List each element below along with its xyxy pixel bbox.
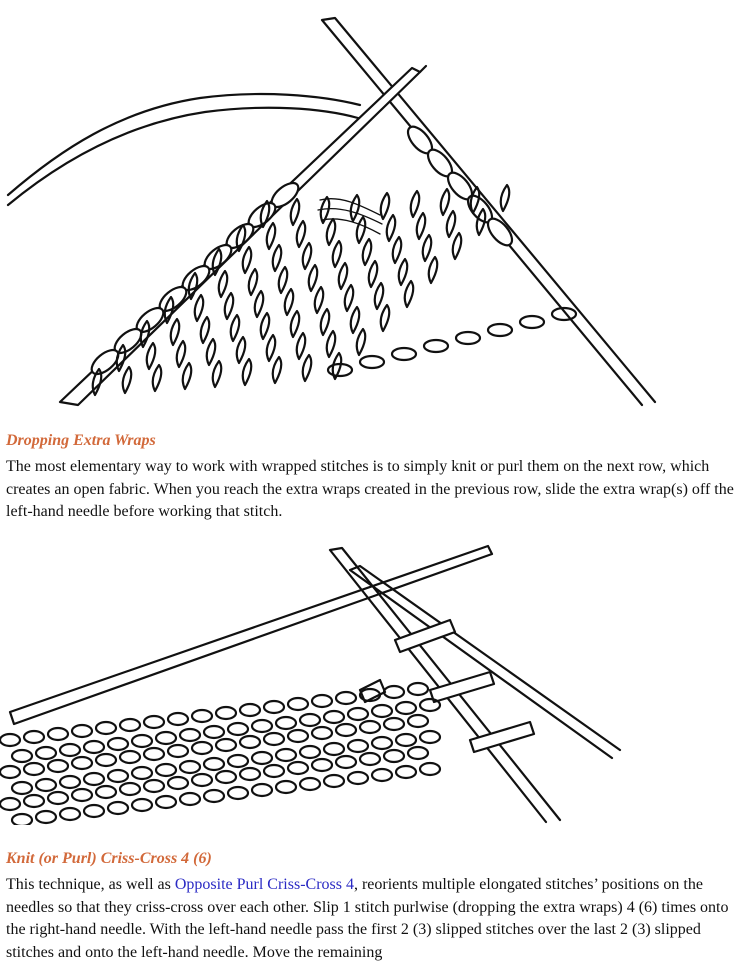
opposite-purl-criss-cross-link[interactable]: Opposite Purl Criss-Cross 4 <box>174 876 354 893</box>
stitch <box>24 763 44 775</box>
stitch <box>180 729 200 741</box>
stitch <box>264 733 284 745</box>
stitch <box>384 718 404 730</box>
stitch <box>453 233 462 259</box>
stitch <box>120 719 140 731</box>
stitch <box>84 773 104 785</box>
stitch <box>120 751 140 763</box>
open-stitch <box>424 340 448 352</box>
stitch <box>228 787 248 799</box>
stitch <box>240 768 260 780</box>
open-stitch <box>456 332 480 344</box>
stitch <box>345 285 354 311</box>
stitch <box>36 747 56 759</box>
stitch <box>336 724 356 736</box>
stitch <box>48 760 68 772</box>
stitch <box>339 263 348 289</box>
stitch <box>96 722 116 734</box>
stitch <box>420 699 440 711</box>
stitch <box>123 367 132 393</box>
stitch <box>420 763 440 775</box>
open-stitch <box>520 316 544 328</box>
stitch <box>48 728 68 740</box>
stitch <box>180 793 200 805</box>
stitch <box>219 271 228 297</box>
stitch <box>324 775 344 787</box>
stitch <box>360 721 380 733</box>
stitch <box>288 762 308 774</box>
stitch <box>264 765 284 777</box>
stitch <box>225 293 234 319</box>
stitch <box>207 339 216 365</box>
stitch <box>348 740 368 752</box>
stitch <box>84 805 104 817</box>
stitch <box>60 776 80 788</box>
stitch <box>249 269 258 295</box>
stitch <box>192 710 212 722</box>
stitch <box>216 707 236 719</box>
stitch <box>501 185 510 211</box>
stitch <box>12 782 32 794</box>
stitch <box>144 716 164 728</box>
stitch <box>237 337 246 363</box>
working-yarn-edge <box>8 108 358 205</box>
stitch <box>24 795 44 807</box>
stitch <box>60 808 80 820</box>
stitch <box>291 199 300 225</box>
stitch <box>357 329 366 355</box>
stitch <box>297 333 306 359</box>
stitch <box>348 708 368 720</box>
stitch <box>279 267 288 293</box>
stitch <box>267 335 276 361</box>
stitch <box>357 217 366 243</box>
open-stitch <box>392 348 416 360</box>
stitch <box>132 767 152 779</box>
stitch <box>324 743 344 755</box>
stitch <box>132 799 152 811</box>
open-stitch <box>488 324 512 336</box>
stitch <box>315 287 324 313</box>
stitch <box>300 746 320 758</box>
stitch <box>204 790 224 802</box>
stitch <box>273 357 282 383</box>
stitch <box>441 189 450 215</box>
stitch <box>267 223 276 249</box>
stitch <box>96 786 116 798</box>
stitch <box>153 365 162 391</box>
stitch <box>387 215 396 241</box>
stitch <box>72 757 92 769</box>
stitch <box>351 307 360 333</box>
stitch <box>84 741 104 753</box>
stitch <box>120 783 140 795</box>
stitch <box>252 752 272 764</box>
stitch <box>195 295 204 321</box>
stitch <box>252 784 272 796</box>
stitch <box>252 720 272 732</box>
illustration-criss-cross <box>0 540 750 825</box>
stitch <box>228 723 248 735</box>
stitch <box>300 778 320 790</box>
stitch <box>183 363 192 389</box>
stitch <box>144 780 164 792</box>
stitch <box>375 283 384 309</box>
illustration-dropping-extra-wraps <box>0 0 750 410</box>
body-text-end: , reorients multiple elongated stitches’ positions on the needles so that they criss-cross over each other. Slip 1 stitch purlwise (dropping the extra wraps) 4 (6) times onto the right-hand needle. With the left-hand needle pass the first 2 (3) slipped stitches over the last 2 (3) slipped stitches and onto the left-hand needle. Move the remaining <box>6 876 729 961</box>
stitch <box>396 766 416 778</box>
stitch <box>384 686 404 698</box>
stitch <box>204 726 224 738</box>
stitch <box>408 747 428 759</box>
stitch <box>273 245 282 271</box>
stitch <box>312 727 332 739</box>
stitch <box>132 735 152 747</box>
stitch <box>351 195 360 221</box>
needle-loops-right <box>404 123 517 250</box>
stitch <box>12 750 32 762</box>
stitch <box>0 766 20 778</box>
stitch <box>348 772 368 784</box>
stitch <box>168 745 188 757</box>
stitch <box>420 731 440 743</box>
stitch <box>264 701 284 713</box>
stitch <box>48 792 68 804</box>
stitch <box>324 711 344 723</box>
stitch <box>321 309 330 335</box>
stitch <box>144 748 164 760</box>
stitch <box>411 191 420 217</box>
stitch <box>396 734 416 746</box>
stitch <box>108 770 128 782</box>
stitch <box>201 317 210 343</box>
stitch <box>360 753 380 765</box>
stitch <box>60 744 80 756</box>
stitch <box>372 769 392 781</box>
stitch <box>240 704 260 716</box>
body-text-start: This technique, as well as <box>6 876 175 893</box>
stitch <box>405 281 414 307</box>
stitch <box>303 355 312 381</box>
stitch <box>291 311 300 337</box>
stitch <box>12 814 32 825</box>
section-body-dropping-extra-wraps: The most elementary way to work with wrapped stitches is to simply knit or purl them on the next row, which creates an open fabric. When you reach the extra wraps created in the previous row, slide the extra wrap(s) off the left-hand needle before working that stitch. <box>6 458 734 520</box>
stitch <box>369 261 378 287</box>
stitch <box>384 750 404 762</box>
stitch <box>399 259 408 285</box>
stitch <box>177 341 186 367</box>
stitch <box>309 265 318 291</box>
stitch <box>285 289 294 315</box>
stitch <box>327 219 336 245</box>
stitch <box>297 221 306 247</box>
stitch <box>171 319 180 345</box>
stitch <box>336 692 356 704</box>
section-body-criss-cross <box>6 874 746 964</box>
stitch <box>300 714 320 726</box>
stitch <box>381 305 390 331</box>
stitch <box>276 717 296 729</box>
stitch <box>213 361 222 387</box>
section-heading-dropping-extra-wraps: Dropping Extra Wraps <box>6 432 156 449</box>
stitch <box>36 779 56 791</box>
stitch <box>417 213 426 239</box>
stitch <box>228 755 248 767</box>
stitch <box>276 749 296 761</box>
stitch <box>156 764 176 776</box>
stitch <box>168 713 188 725</box>
stitch <box>327 331 336 357</box>
stitch <box>429 257 438 283</box>
stitch <box>216 739 236 751</box>
stitch <box>372 705 392 717</box>
stitch <box>0 798 20 810</box>
stitch <box>447 211 456 237</box>
stitch <box>204 758 224 770</box>
stitch <box>333 241 342 267</box>
stitch <box>72 789 92 801</box>
open-stitch <box>360 356 384 368</box>
stitch <box>312 759 332 771</box>
stitch <box>312 695 332 707</box>
stitch <box>336 756 356 768</box>
stitch <box>108 802 128 814</box>
stitch <box>372 737 392 749</box>
stitch <box>243 247 252 273</box>
stitch <box>381 193 390 219</box>
stitch <box>96 754 116 766</box>
stitch <box>168 777 188 789</box>
stitch <box>396 702 416 714</box>
stitch <box>243 359 252 385</box>
stitch <box>192 742 212 754</box>
stitch <box>192 774 212 786</box>
stitch <box>255 291 264 317</box>
stitch <box>276 781 296 793</box>
stitch <box>231 315 240 341</box>
stitch <box>72 725 92 737</box>
stitch <box>216 771 236 783</box>
stitch <box>393 237 402 263</box>
stitch <box>408 683 428 695</box>
stitch <box>363 239 372 265</box>
stitch <box>261 313 270 339</box>
stitch <box>180 761 200 773</box>
stitch <box>240 736 260 748</box>
knit-fabric <box>93 185 576 395</box>
stitch <box>156 732 176 744</box>
stitch <box>408 715 428 727</box>
stitch <box>423 235 432 261</box>
stitch <box>24 731 44 743</box>
stitch <box>36 811 56 823</box>
stitch <box>156 796 176 808</box>
stitch <box>0 734 20 746</box>
stitch <box>303 243 312 269</box>
stitch <box>147 343 156 369</box>
stitch <box>288 698 308 710</box>
stitch <box>108 738 128 750</box>
stitch <box>288 730 308 742</box>
section-heading-criss-cross: Knit (or Purl) Criss-Cross 4 (6) <box>6 850 212 867</box>
